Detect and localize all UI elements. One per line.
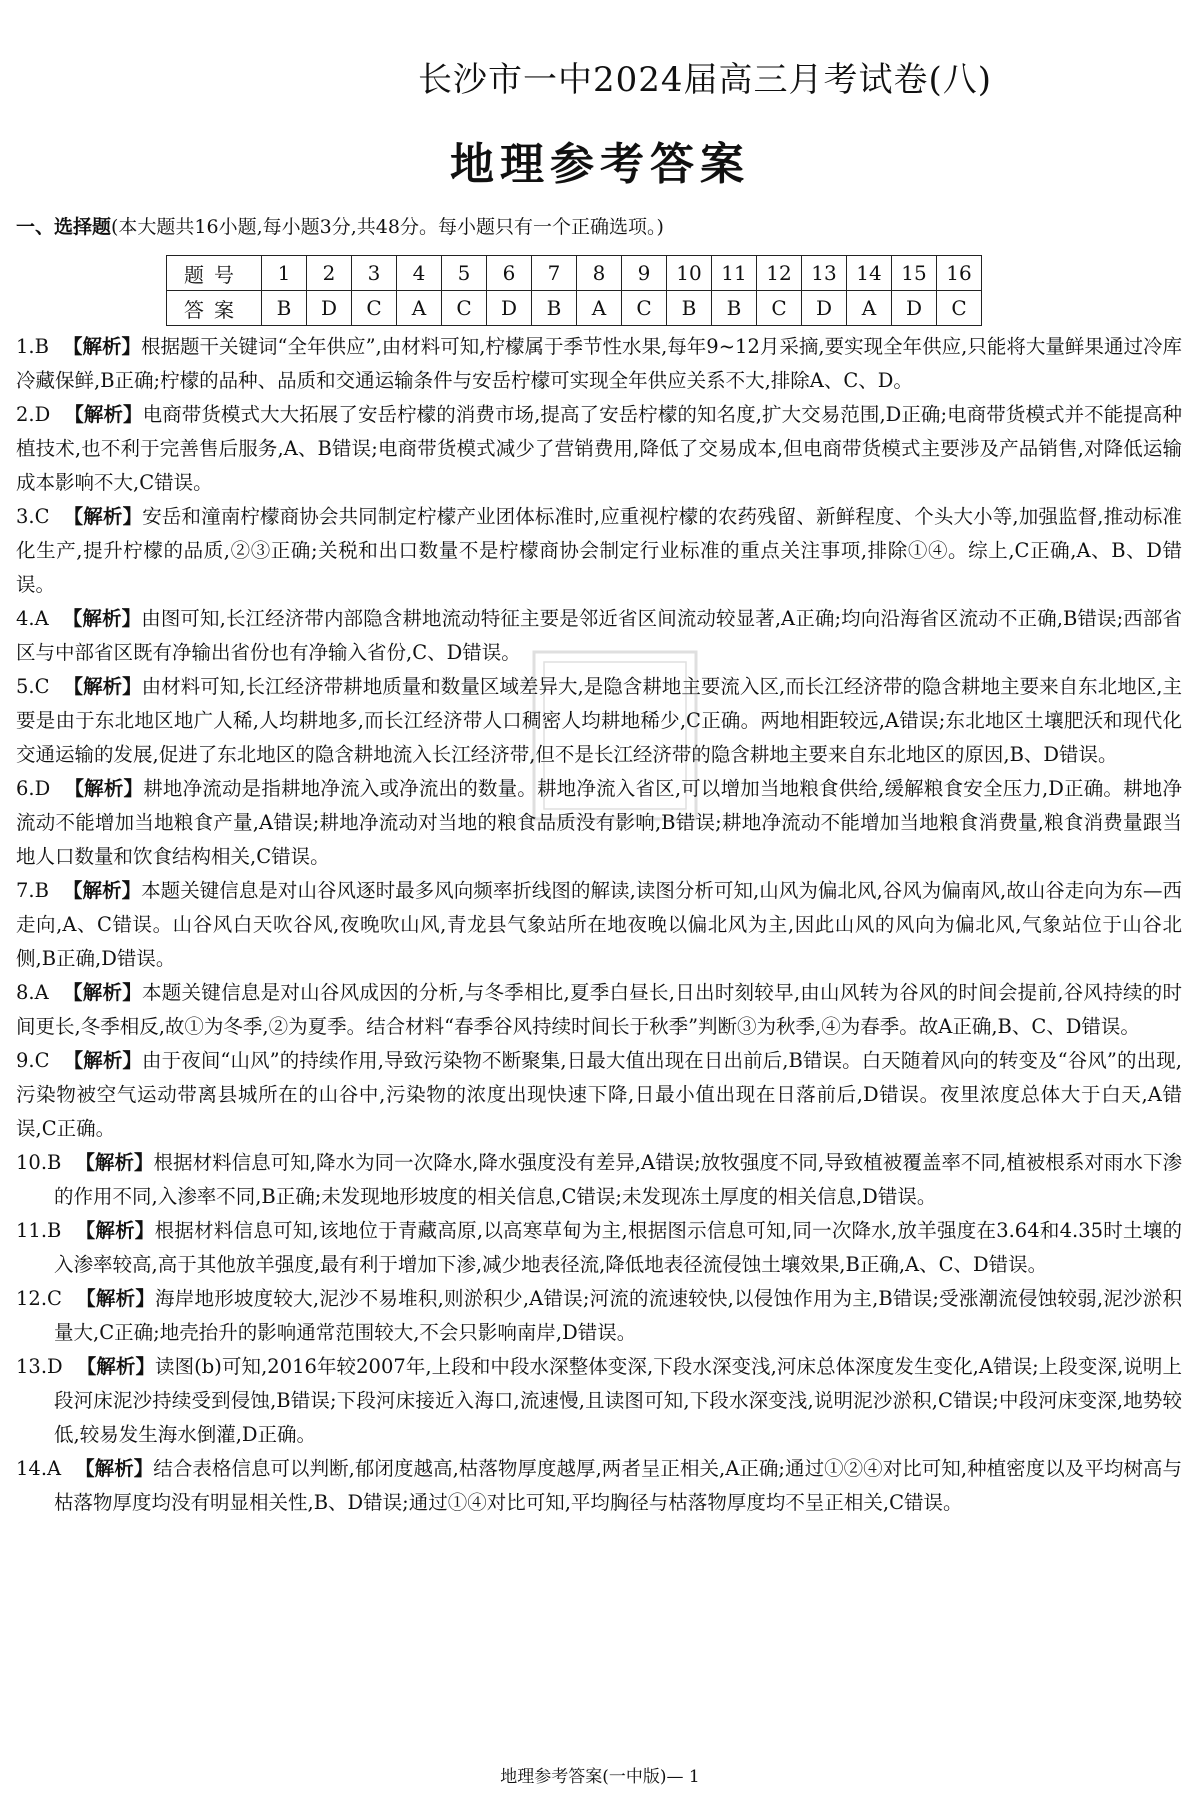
item-text: 本题关键信息是对山谷风成因的分析,与冬季相比,夏季白昼长,日出时刻较早,由山风转为谷风的时间会提前,谷风持续的时间更长,冬季相反,故①为冬季,②为夏季。结合材料“春季谷风持续时间长于秋季”判断③为秋季,④为春季。故A正确,B、C、D错误。 <box>16 981 1182 1038</box>
table-cell-number: 4 <box>397 256 442 291</box>
school-exam-title: 长沙市一中2024届高三月考试卷(八) <box>417 60 993 100</box>
table-cell-answer: D <box>487 291 532 326</box>
table-cell-answer: B <box>262 291 307 326</box>
item-text: 由于夜间“山风”的持续作用,导致污染物不断聚集,日最大值出现在日出前后,B错误。白天随着风向的转变及“谷风”的出现,污染物被空气运动带离县城所在的山谷中,污染物的浓度出现快速下降,日最小值出现在日落前后,D错误。夜里浓度总体大于白天,A错误,C正确。 <box>16 1049 1182 1140</box>
table-cell-number: 12 <box>757 256 802 291</box>
table-cell-number: 14 <box>847 256 892 291</box>
item-text: 安岳和潼南柠檬商协会共同制定柠檬产业团体标准时,应重视柠檬的农药残留、新鲜程度、个头大小等,加强监督,推动标准化生产,提升柠檬的品质,②③正确;关税和出口数量不是柠檬商协会制定行业标准的重点关注事项,排除①④。综上,C正确,A、B、D错误。 <box>16 505 1182 596</box>
explanation-item <box>16 602 1182 670</box>
table-cell-answer: A <box>397 291 442 326</box>
table-cell-answer: A <box>847 291 892 326</box>
table-cell-number: 8 <box>577 256 622 291</box>
document-title: 地理参考答案 <box>450 139 750 190</box>
table-cell-number: 13 <box>802 256 847 291</box>
explanation-item <box>16 1214 1182 1282</box>
table-cell-number: 7 <box>532 256 577 291</box>
item-text: 根据题干关键词“全年供应”,由材料可知,柠檬属于季节性水果,每年9~12月采摘,要实现全年供应,只能将大量鲜果通过冷库冷藏保鲜,B正确;柠檬的品种、品质和交通运输条件与安岳柠檬可实现全年供应关系不大,排除A、C、D。 <box>16 335 1182 392</box>
table-cell-answer: B <box>667 291 712 326</box>
item-number: 8.A <box>16 981 49 1004</box>
item-text: 结合表格信息可以判断,郁闭度越高,枯落物厚度越厚,两者呈正相关,A正确;通过①②④对比可知,种植密度以及平均树高与枯落物厚度均没有明显相关性,B、D错误;通过①④对比可知,平均胸径与枯落物厚度均不呈正相关,C错误。 <box>54 1457 1182 1514</box>
answer-table <box>166 255 982 326</box>
table-cell-number: 11 <box>712 256 757 291</box>
explanation-list <box>16 330 1182 1520</box>
table-cell-number: 1 <box>262 256 307 291</box>
table-cell-answer: D <box>307 291 352 326</box>
item-number: 10.B <box>16 1151 62 1174</box>
table-cell-number: 3 <box>352 256 397 291</box>
table-cell-number: 9 <box>622 256 667 291</box>
analysis-tag: 【解析】 <box>62 335 141 358</box>
item-number: 7.B <box>16 879 49 902</box>
analysis-tag: 【解析】 <box>76 1355 156 1378</box>
analysis-tag: 【解析】 <box>75 1457 154 1480</box>
item-number: 6.D <box>16 777 51 800</box>
item-text: 本题关键信息是对山谷风逐时最多风向频率折线图的解读,读图分析可知,山风为偏北风,谷风为偏南风,故山谷走向为东—西走向,A、C错误。山谷风白天吹谷风,夜晚吹山风,青龙县气象站所在地夜晚以偏北风为主,因此山风的风向为偏北风,气象站位于山谷北侧,B正确,D错误。 <box>16 879 1182 970</box>
item-number: 9.C <box>16 1049 50 1072</box>
explanation-item <box>16 398 1182 500</box>
table-cell-answer: D <box>802 291 847 326</box>
table-cell-number: 10 <box>667 256 712 291</box>
explanation-item <box>16 670 1182 772</box>
analysis-tag: 【解析】 <box>75 1219 155 1242</box>
analysis-tag: 【解析】 <box>64 777 144 800</box>
analysis-tag: 【解析】 <box>63 1049 143 1072</box>
item-text: 读图(b)可知,2016年较2007年,上段和中段水深整体变深,下段水深变浅,河床总体深度发生变化,A错误;上段变深,说明上段河床泥沙持续受到侵蚀,B错误;下段河床接近入海口,流速慢,且读图可知,下段水深变浅,说明泥沙淤积,C错误;中段河床变深,地势较低,较易发生海水倒灌,D正确。 <box>54 1355 1182 1446</box>
table-cell-answer: C <box>937 291 982 326</box>
explanation-item <box>16 772 1182 874</box>
item-text: 电商带货模式大大拓展了安岳柠檬的消费市场,提高了安岳柠檬的知名度,扩大交易范围,D正确;电商带货模式并不能提高种植技术,也不利于完善售后服务,A、B错误;电商带货模式减少了营销费用,降低了交易成本,但电商带货模式主要涉及产品销售,对降低运输成本影响不大,C错误。 <box>16 403 1182 494</box>
item-number: 4.A <box>16 607 49 630</box>
item-number: 2.D <box>16 403 51 426</box>
table-cell-answer: C <box>757 291 802 326</box>
section-label: 一、选择题 <box>16 216 112 238</box>
explanation-item <box>16 1282 1182 1350</box>
table-cell-answer: A <box>577 291 622 326</box>
analysis-tag: 【解析】 <box>75 1287 156 1310</box>
explanation-item <box>16 1146 1182 1214</box>
table-cell-number: 5 <box>442 256 487 291</box>
table-cell-number: 2 <box>307 256 352 291</box>
explanation-item <box>16 330 1182 398</box>
table-cell-answer: C <box>622 291 667 326</box>
answer-table-number-row <box>167 256 982 291</box>
item-number: 13.D <box>16 1355 63 1378</box>
item-number: 11.B <box>16 1219 62 1242</box>
analysis-tag: 【解析】 <box>64 403 143 426</box>
table-cell-number: 16 <box>937 256 982 291</box>
table-cell-answer: B <box>712 291 757 326</box>
table-header-number: 题号 <box>167 256 262 291</box>
analysis-tag: 【解析】 <box>75 1151 154 1174</box>
item-text: 由图可知,长江经济带内部隐含耕地流动特征主要是邻近省区间流动较显著,A正确;均向沿海省区流动不正确,B错误;西部省区与中部省区既有净输出省份也有净输入省份,C、D错误。 <box>16 607 1182 664</box>
item-number: 5.C <box>16 675 50 698</box>
item-text: 由材料可知,长江经济带耕地质量和数量区域差异大,是隐含耕地主要流入区,而长江经济带的隐含耕地主要来自东北地区,主要是由于东北地区地广人稀,人均耕地多,而长江经济带人口稠密人均耕地稀少,C正确。两地相距较远,A错误;东北地区土壤肥沃和现代化交通运输的发展,促进了东北地区的隐含耕地流入长江经济带,但不是长江经济带的隐含耕地主要来自东北地区的原因,B、D错误。 <box>16 675 1182 766</box>
explanation-item <box>16 500 1182 602</box>
table-cell-number: 6 <box>487 256 532 291</box>
explanation-item <box>16 1452 1182 1520</box>
item-text: 海岸地形坡度较大,泥沙不易堆积,则淤积少,A错误;河流的流速较快,以侵蚀作用为主,B错误;受涨潮流侵蚀较弱,泥沙淤积量大,C正确;地壳抬升的影响通常范围较大,不会只影响南岸,D错误。 <box>54 1287 1182 1344</box>
analysis-tag: 【解析】 <box>62 879 142 902</box>
section-heading <box>16 212 664 239</box>
explanation-item <box>16 1044 1182 1146</box>
analysis-tag: 【解析】 <box>63 505 143 528</box>
table-cell-answer: B <box>532 291 577 326</box>
answer-table-answer-row <box>167 291 982 326</box>
item-text: 根据材料信息可知,该地位于青藏高原,以高寒草甸为主,根据图示信息可知,同一次降水,放羊强度在3.64和4.35时土壤的入渗率较高,高于其他放羊强度,最有利于增加下渗,减少地表径流,降低地表径流侵蚀土壤效果,B正确,A、C、D错误。 <box>54 1219 1182 1276</box>
table-header-answer: 答案 <box>167 291 262 326</box>
explanation-item <box>16 874 1182 976</box>
table-cell-answer: D <box>892 291 937 326</box>
explanation-item <box>16 1350 1182 1452</box>
item-number: 12.C <box>16 1287 62 1310</box>
analysis-tag: 【解析】 <box>62 607 142 630</box>
table-cell-answer: C <box>442 291 487 326</box>
table-cell-answer: C <box>352 291 397 326</box>
item-number: 14.A <box>16 1457 62 1480</box>
page-footer: 地理参考答案(一中版)— 1 <box>500 1767 700 1787</box>
item-text: 根据材料信息可知,降水为同一次降水,降水强度没有差异,A错误;放牧强度不同,导致植被覆盖率不同,植被根系对雨水下渗的作用不同,入渗率不同,B正确;未发现地形坡度的相关信息,C错误;未发现冻土厚度的相关信息,D错误。 <box>54 1151 1182 1208</box>
explanation-item <box>16 976 1182 1044</box>
section-note: (本大题共16小题,每小题3分,共48分。每小题只有一个正确选项。) <box>111 216 664 238</box>
analysis-tag: 【解析】 <box>62 981 143 1004</box>
item-number: 1.B <box>16 335 49 358</box>
analysis-tag: 【解析】 <box>63 675 142 698</box>
table-cell-number: 15 <box>892 256 937 291</box>
item-text: 耕地净流动是指耕地净流入或净流出的数量。耕地净流入省区,可以增加当地粮食供给,缓解粮食安全压力,D正确。耕地净流动不能增加当地粮食产量,A错误;耕地净流动对当地的粮食品质没有影响,B错误;耕地净流动不能增加当地粮食消费量,粮食消费量跟当地人口数量和饮食结构相关,C错误。 <box>16 777 1182 868</box>
item-number: 3.C <box>16 505 50 528</box>
